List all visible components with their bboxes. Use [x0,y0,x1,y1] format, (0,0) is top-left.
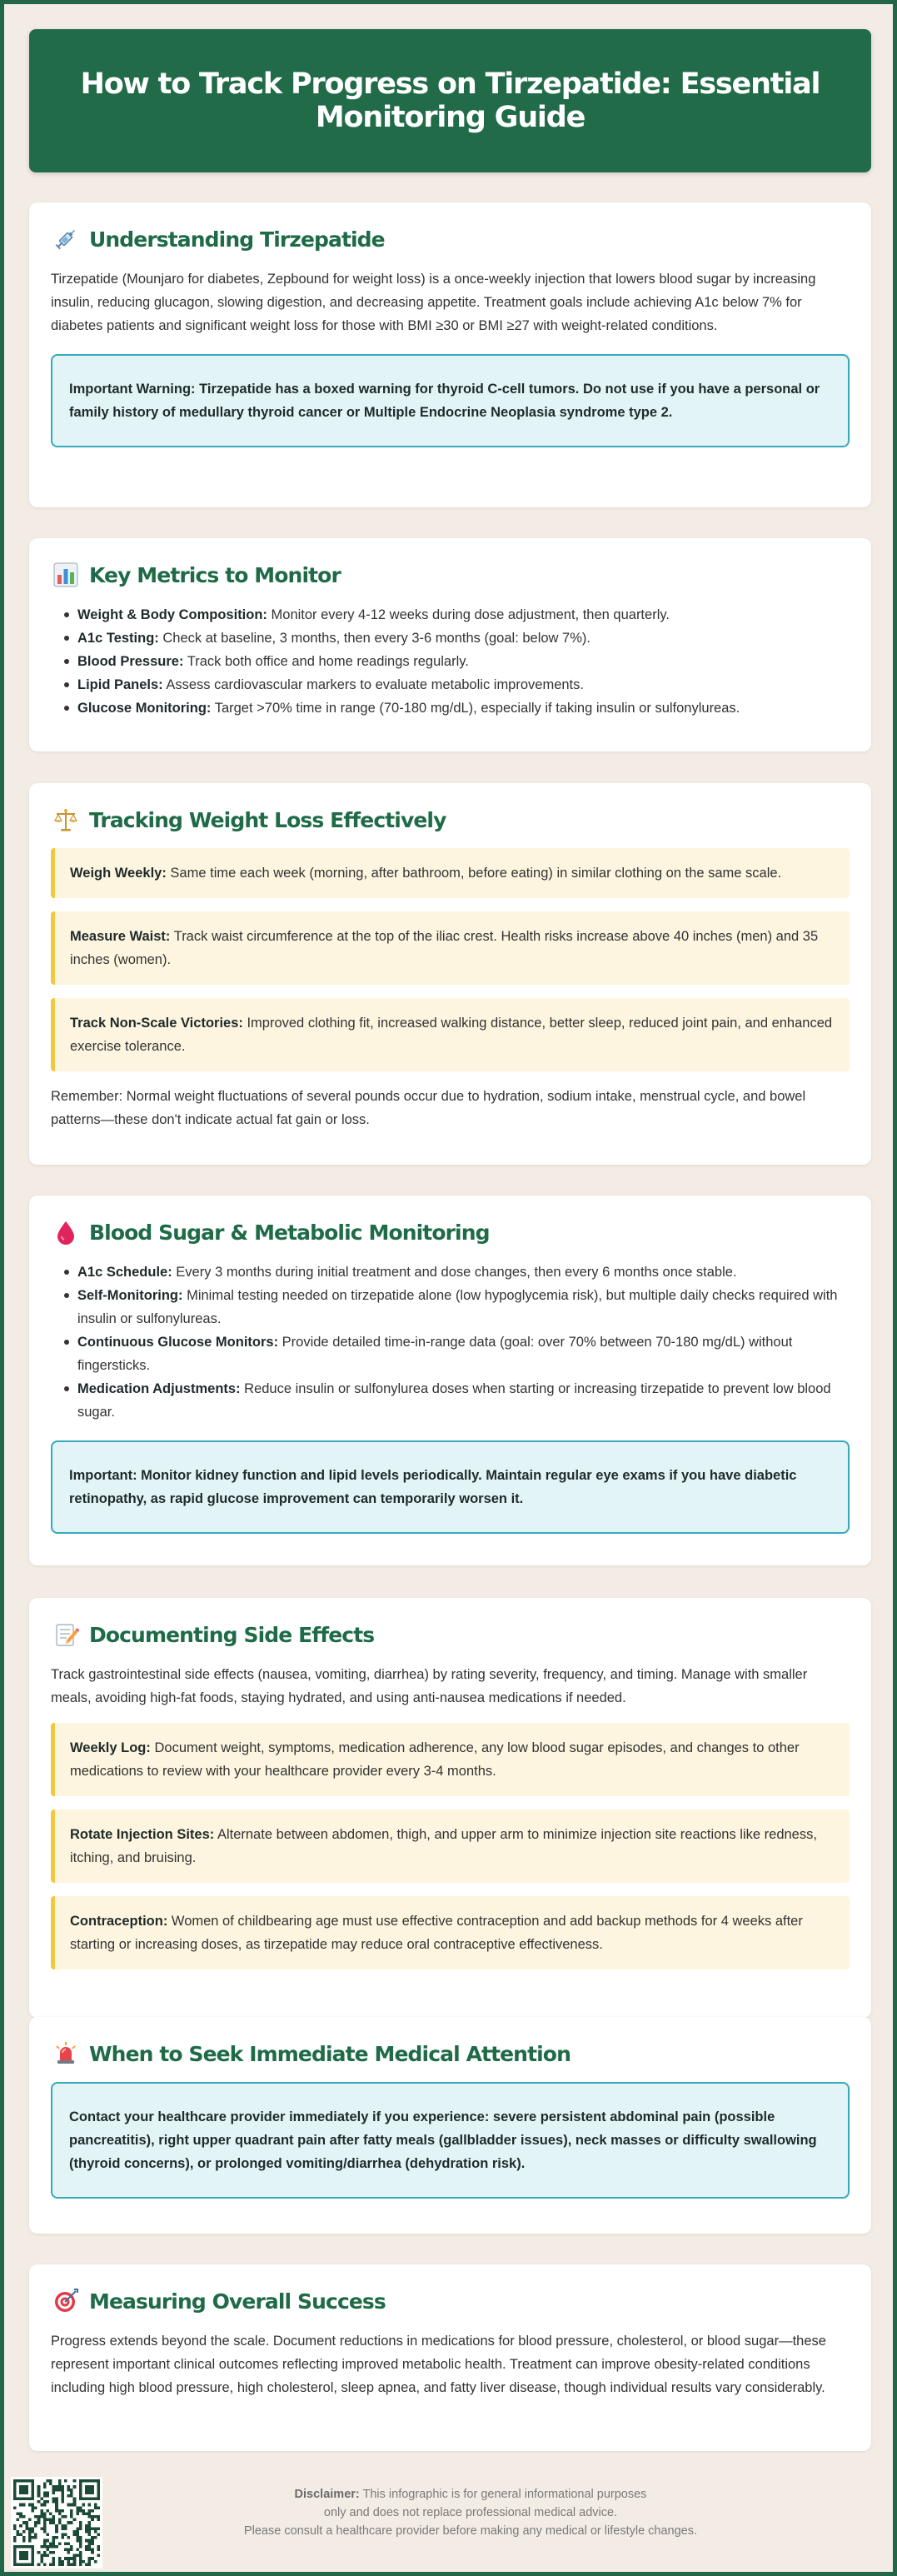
section-key-metrics [29,538,871,751]
section-blood-sugar [29,1196,871,1565]
tip-note: Track Non-Scale Victories: Improved clothing fit, increased walking distance, better sleep, reduced joint pain, and enhanced exercise tolerance. [51,998,850,1071]
page-title: How to Track Progress on Tirzepatide: Essential Monitoring Guide [80,67,820,134]
section-header [51,1216,850,1249]
list-item: Continuous Glucose Monitors: Provide detailed time-in-range data (goal: over 70% between 70-180 mg/dL) without fingersticks. [62,1330,850,1377]
list-item: Self-Monitoring: Minimal testing needed on tirzepatide alone (low hypoglycemia risk), but multiple daily checks required with insulin or sulfonylureas. [62,1284,850,1330]
tip-note: Contraception: Women of childbearing age must use effective contraception and add backup methods for 4 weeks after starting or increasing doses, as tirzepatide may reduce oral contraceptive effectiveness. [51,1896,850,1969]
blood-drop-icon [51,1217,81,1247]
scale-icon [51,805,81,835]
section-header [51,1618,850,1651]
target-icon [51,2286,81,2316]
list-item: A1c Testing: Check at baseline, 3 months, then every 3-6 months (goal: below 7%). [62,627,850,650]
remember-text: Remember: Normal weight fluctuations of several pounds occur due to hydration, sodium intake, menstrual cycle, and bowel patterns—these don't indicate actual fat gain or loss. [51,1089,806,1127]
tip-note: Weigh Weekly: Same time each week (morning, after bathroom, before eating) in similar clothing on the same scale. [51,848,850,898]
section-title: Tracking Weight Loss Effectively [89,807,446,832]
list-item: A1c Schedule: Every 3 months during initial treatment and dose changes, then every 6 months once stable. [62,1261,850,1284]
disclaimer: Disclaimer: This infographic is for general informational purposes only and does not replace professional medical advice. Please consult a healthcare provider before making any medical or lifestyle changes. [243,2488,698,2538]
section-overall-success [29,2264,871,2451]
section-header [51,2284,850,2318]
warning-callout: Important Warning: Tirzepatide has a boxed warning for thyroid C-cell tumors. Do not use if you have a personal or family history of medullary thyroid cancer or Multiple Endocrine Neoplasia syndrome type 2. [51,354,850,447]
section-body: Track gastrointestinal side effects (nausea, vomiting, diarrhea) by rating severity, frequency, and timing. Manage with smaller meals, avoiding high-fat foods, staying hydrated, and using anti-nausea medications if needed. [51,1667,808,1705]
section-header [51,2037,850,2070]
urgent-callout: Contact your healthcare provider immediately if you experience: severe persistent abdominal pain (possible pancreatitis), right upper quadrant pain after fatty meals (gallbladder issues), neck masses or difficulty swallowing (thyroid concerns), or prolonged vomiting/diarrhea (dehydration risk). [51,2082,850,2199]
section-title: Understanding Tirzepatide [89,227,385,252]
list-item: Glucose Monitoring: Target >70% time in range (70-180 mg/dL), especially if taking insulin or sulfonylureas. [62,696,850,720]
footer [4,2470,893,2572]
section-weight-loss [29,783,871,1165]
list-item: Lipid Panels: Assess cardiovascular markers to evaluate metabolic improvements. [62,673,850,696]
section-body: Tirzepatide (Mounjaro for diabetes, Zepbound for weight loss) is a once-weekly injection that lowers blood sugar by increasing insulin, reducing glucagon, slowing digestion, and decreasing appetite. Treatment goals include achieving A1c below 7% for diabetes patients and significant weight loss for those with BMI ≥30 or BMI ≥27 with weight-related conditions. [51,272,816,333]
section-side-effects [29,1598,871,2018]
blood-sugar-list [51,1261,850,1424]
section-body: Progress extends beyond the scale. Document reductions in medications for blood pressure, cholesterol, or blood sugar—these represent important clinical outcomes reflecting improved metabolic health. Treatment can improve obesity-related conditions including high blood pressure, high cholesterol, sleep apnea, and fatty liver disease, though individual results vary considerably. [51,2334,826,2395]
header-banner [29,29,871,172]
list-item: Blood Pressure: Track both office and home readings regularly. [62,650,850,673]
list-item: Weight & Body Composition: Monitor every 4-12 weeks during dose adjustment, then quarterly. [62,603,850,627]
important-callout: Important: Monitor kidney function and lipid levels periodically. Maintain regular eye exams if you have diabetic retinopathy, as rapid glucose improvement can temporarily worsen it. [51,1440,850,1534]
metrics-list [51,603,850,720]
section-understanding [29,202,871,507]
syringe-icon [51,224,81,254]
section-title: Documenting Side Effects [89,1622,375,1647]
section-title: Measuring Overall Success [89,2289,386,2314]
tip-note: Weekly Log: Document weight, symptoms, medication adherence, any low blood sugar episodes, and changes to other medications to review with your healthcare provider every 3-4 months. [51,1723,850,1796]
tip-note: Measure Waist: Track waist circumference at the top of the iliac crest. Health risks increase above 40 inches (men) and 35 inches (women). [51,911,850,985]
qr-code-icon[interactable] [11,2477,102,2569]
siren-icon [51,2039,81,2069]
section-title: Key Metrics to Monitor [89,562,341,587]
section-title: Blood Sugar & Metabolic Monitoring [89,1220,490,1245]
section-header [51,558,850,592]
tip-note: Rotate Injection Sites: Alternate between abdomen, thigh, and upper arm to minimize injection site reactions like redness, itching, and bruising. [51,1810,850,1883]
section-header [51,803,850,836]
list-item: Medication Adjustments: Reduce insulin or sulfonylurea doses when starting or increasing tirzepatide to prevent low blood sugar. [62,1377,850,1424]
memo-icon [51,1620,81,1650]
section-title: When to Seek Immediate Medical Attention [89,2041,571,2066]
section-medical-attention [29,2017,871,2234]
section-header [51,222,850,256]
bar-chart-icon [51,560,81,590]
